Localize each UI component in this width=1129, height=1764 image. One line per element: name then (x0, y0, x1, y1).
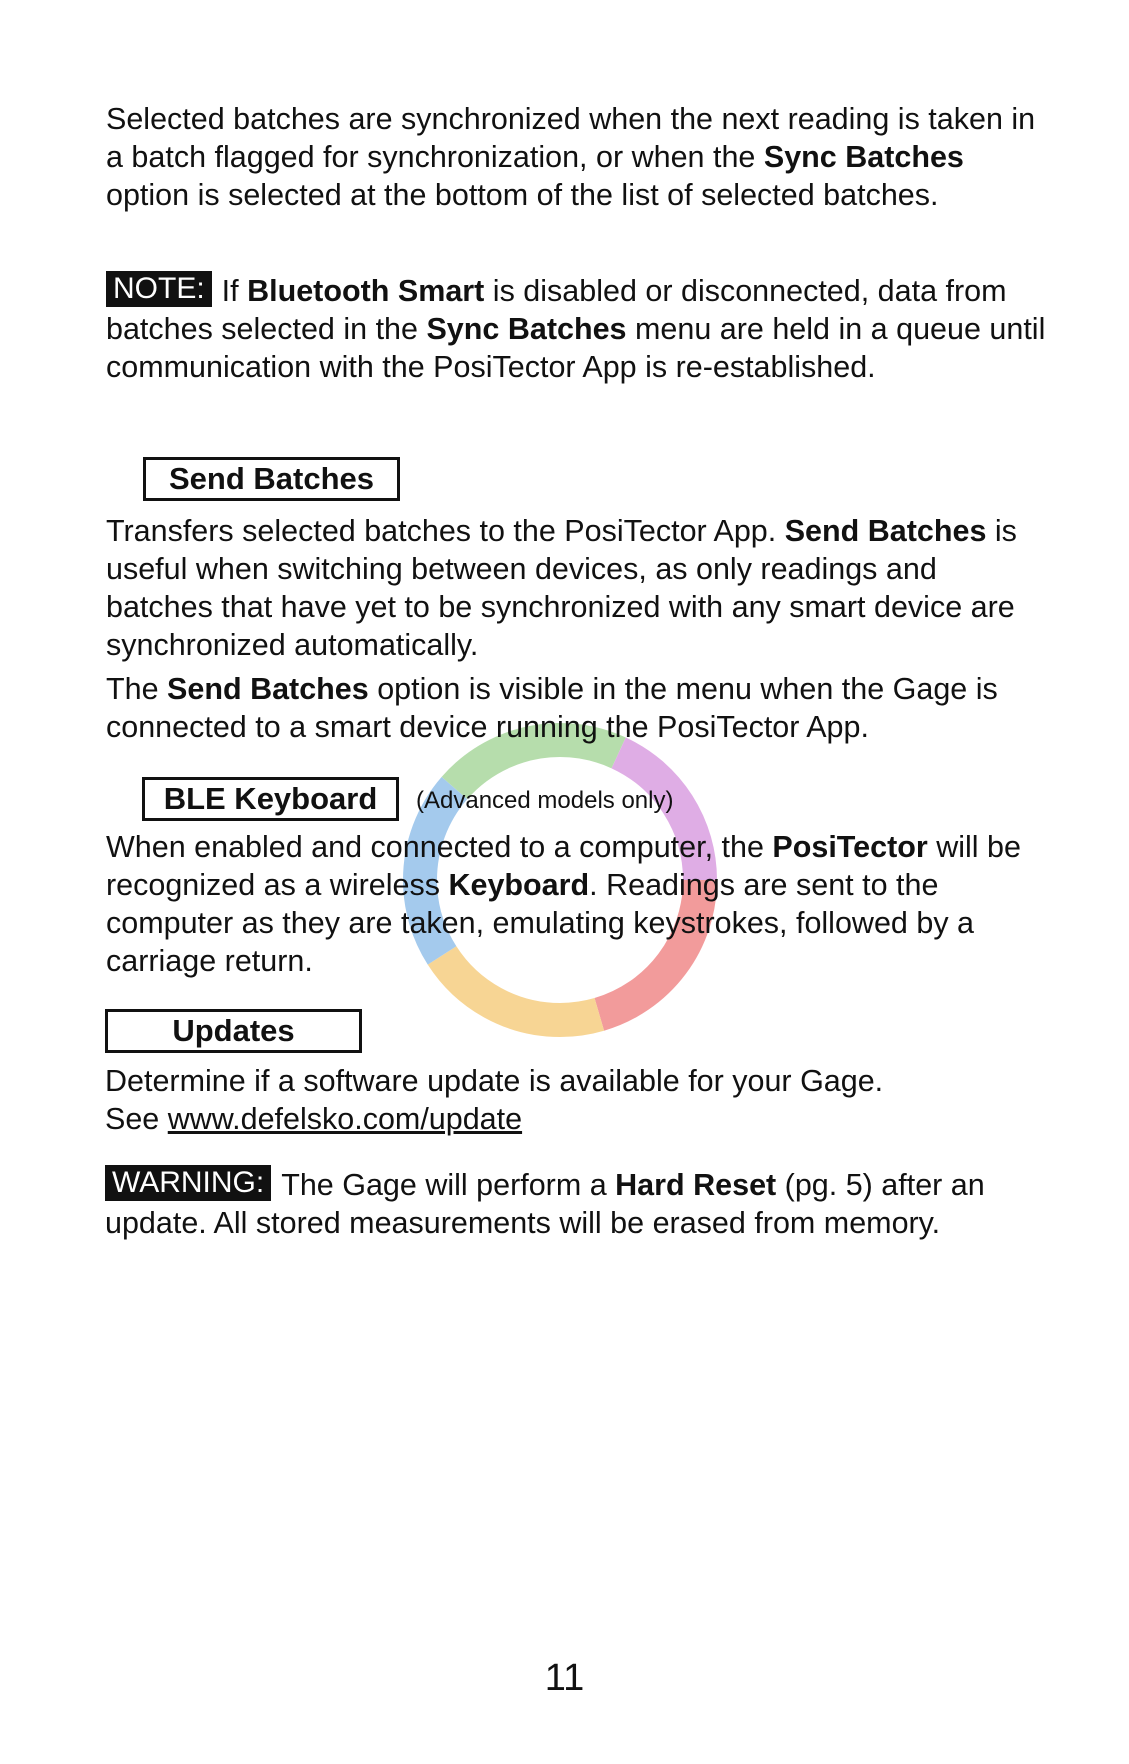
send-batches-paragraph-2: The Send Batches option is visible in the menu when the Gage is connected to a smart device running the PosiTector App. (106, 672, 998, 744)
ble-keyboard-heading: BLE Keyboard (142, 777, 399, 821)
note-label: NOTE: (106, 271, 212, 307)
update-link[interactable]: www.defelsko.com/update (167, 1102, 523, 1136)
updates-heading: Updates (105, 1009, 362, 1053)
warning-label: WARNING: (105, 1165, 271, 1201)
updates-paragraph: Determine if a software update is available for your Gage. See www.defelsko.com/update (105, 1064, 884, 1136)
send-batches-heading: Send Batches (143, 457, 400, 501)
ble-keyboard-paragraph: When enabled and connected to a computer, the PosiTector will be recognized as a wireless Keyboard. Readings are sent to the computer as they are taken, emulating keystrokes, followed by a carriage return. (106, 830, 1021, 978)
page-number: 11 (544, 1657, 585, 1699)
warning-paragraph: WARNING: The Gage will perform a Hard Reset (pg. 5) after an update. All stored measurements will be erased from memory. (105, 1166, 985, 1240)
send-batches-paragraph-1: Transfers selected batches to the PosiTector App. Send Batches is useful when switching between devices, as only readings and batches that have yet to be synchronized with any smart device are synchronized automatically. (106, 514, 1017, 662)
ble-keyboard-models-note: (Advanced models only) (416, 787, 674, 814)
note-paragraph: NOTE: If Bluetooth Smart is disabled or disconnected, data from batches selected in the Sync Batches menu are held in a queue until communication with the PosiTector App is re-established. (106, 272, 1046, 384)
intro-paragraph: Selected batches are synchronized when the next reading is taken in a batch flagged for synchronization, or when the Sync Batches option is selected at the bottom of the list of selected batches. (106, 102, 1036, 212)
